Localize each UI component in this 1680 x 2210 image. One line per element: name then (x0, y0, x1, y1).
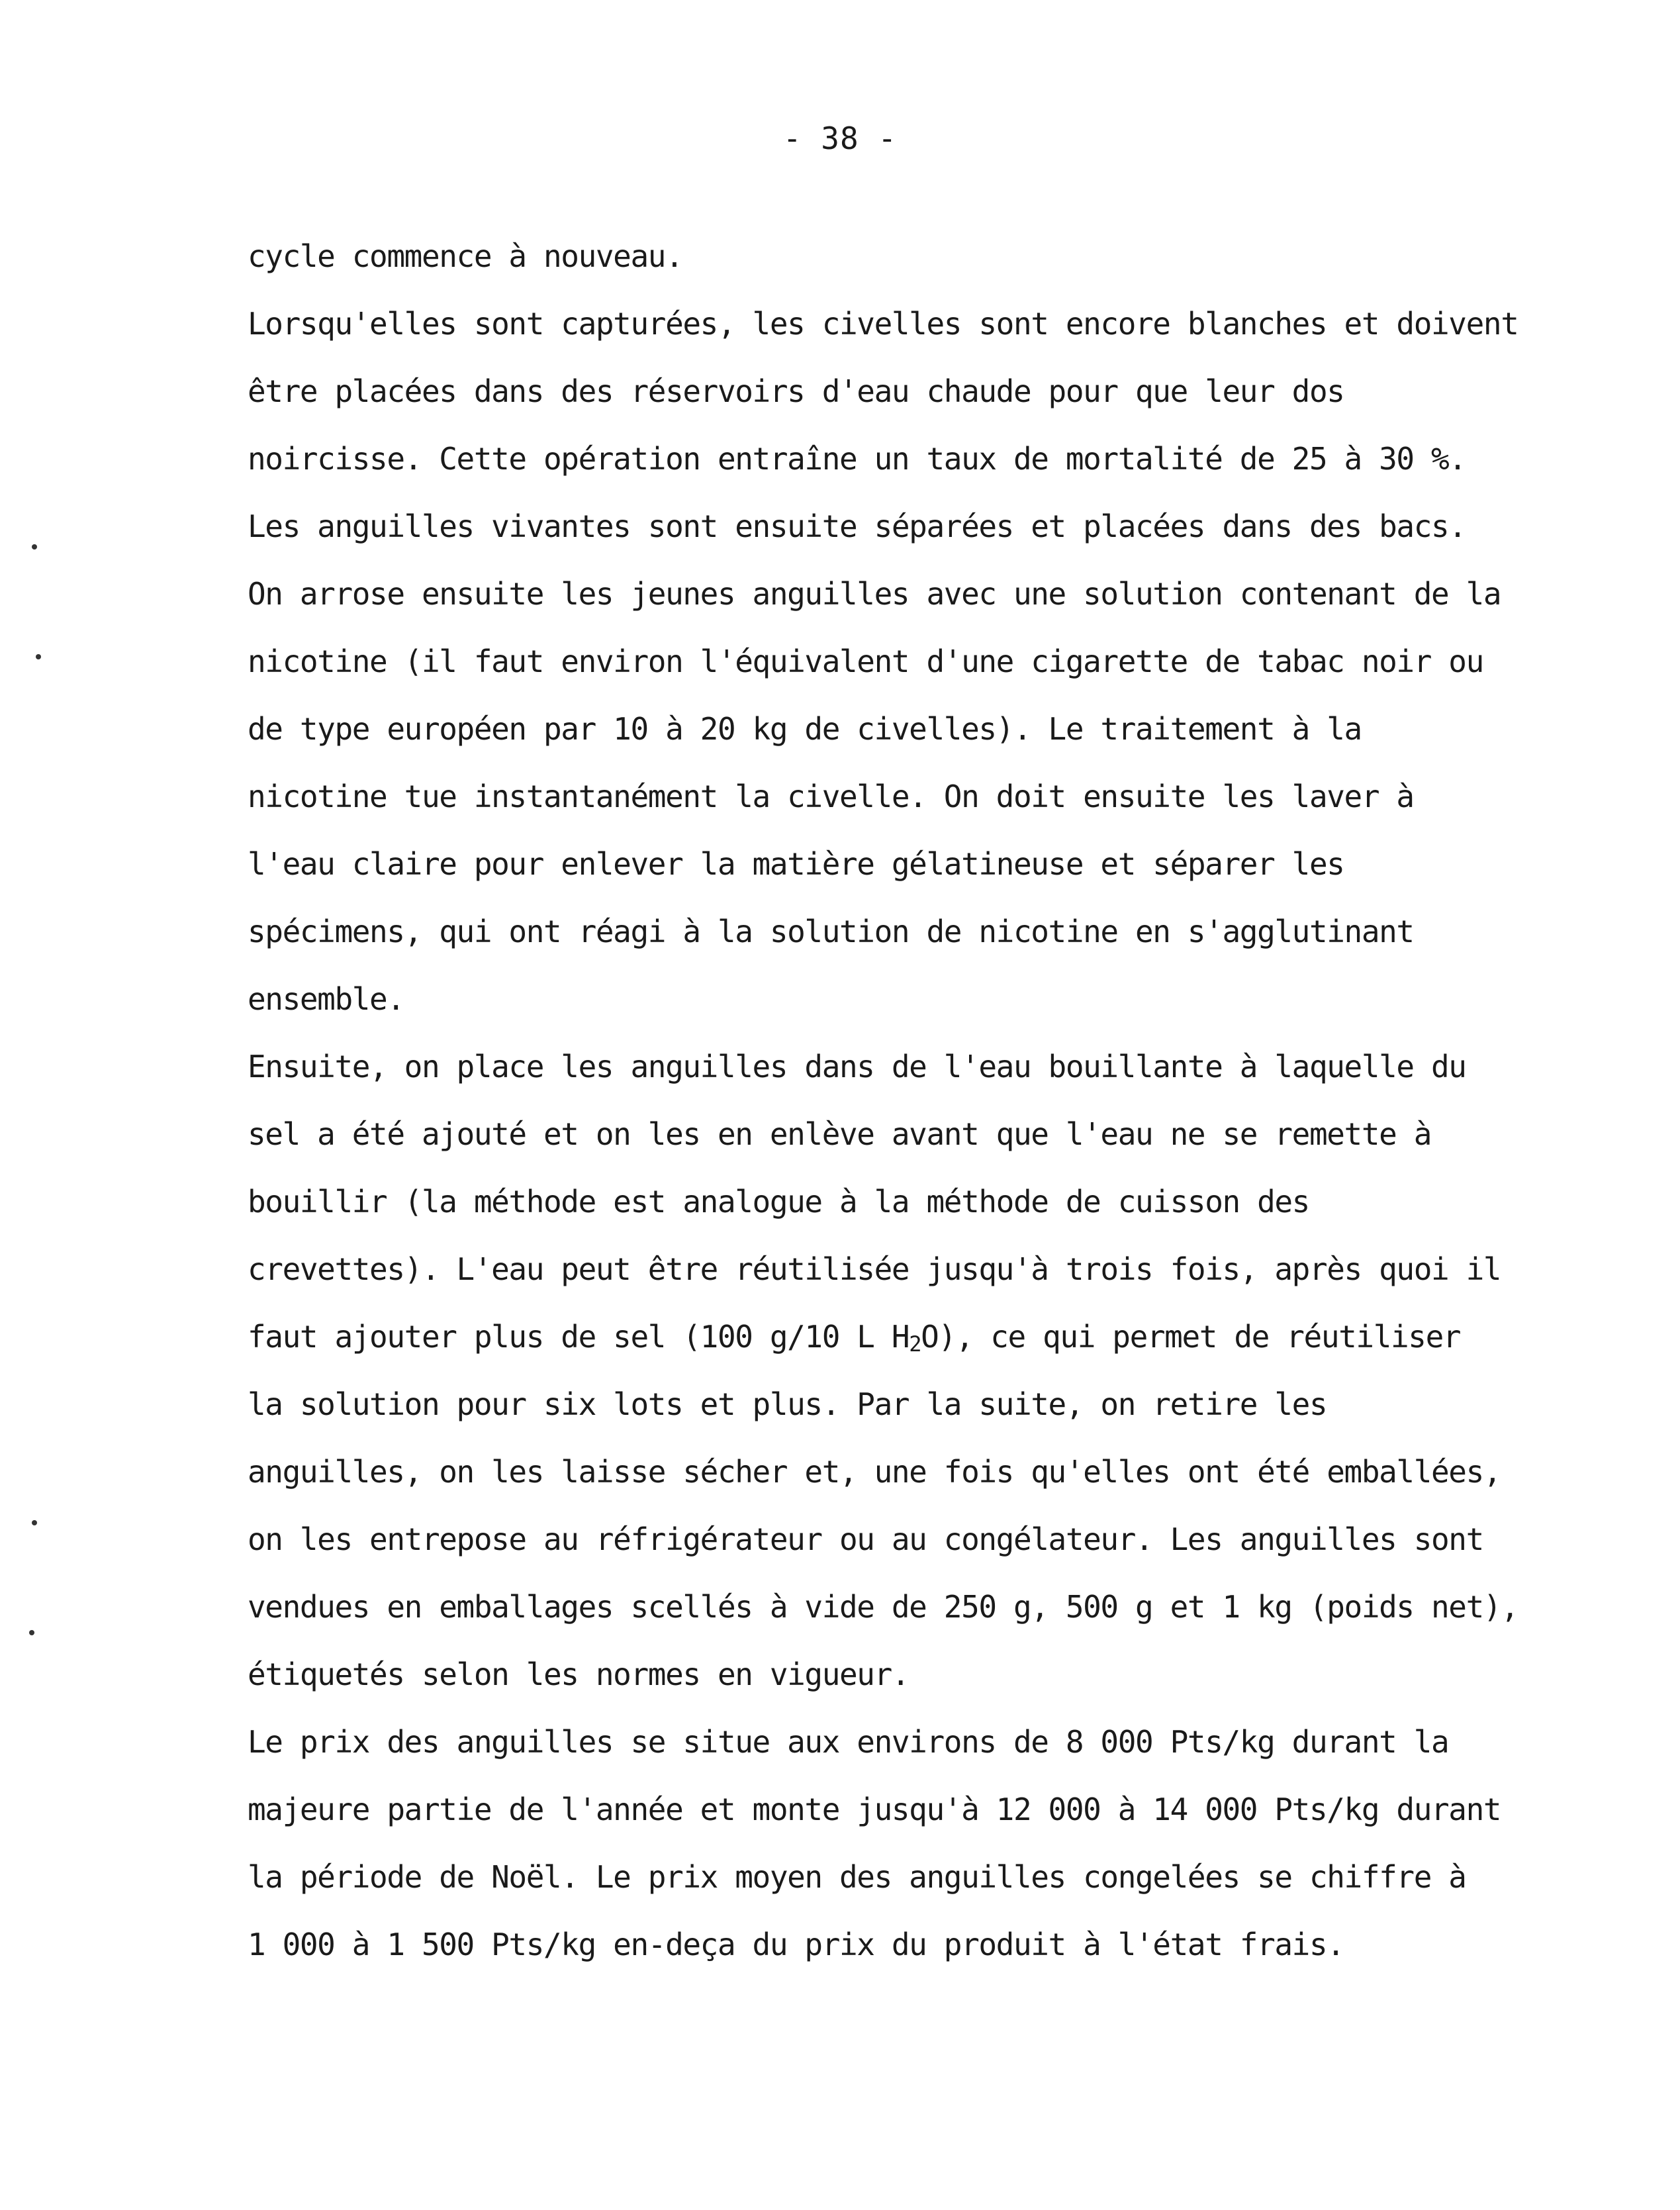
body-text (248, 222, 1532, 1978)
text-line: spécimens, qui ont réagi à la solution de nicotine en s'agglutinant (248, 914, 1414, 949)
text-line: cycle commence à nouveau. (248, 238, 683, 274)
text-line: nicotine tue instantanément la civelle. On doit ensuite les laver à (248, 779, 1414, 814)
text-line-h2o (248, 1303, 1532, 1370)
text-line: la solution pour six lots et plus. Par la suite, on retire les (248, 1386, 1327, 1422)
text-line: crevettes). L'eau peut être réutilisée jusqu'à trois fois, après quoi il (248, 1251, 1501, 1287)
page-number: - 38 - (782, 120, 898, 156)
text-line: Lorsqu'elles sont capturées, les civelles sont encore blanches et doivent (248, 306, 1518, 342)
h2o-line-before: faut ajouter plus de sel (100 g/10 L H (248, 1319, 910, 1355)
text-line: être placées dans des réservoirs d'eau chaude pour que leur dos (248, 373, 1344, 409)
text-line: majeure partie de l'année et monte jusqu'à 12 000 à 14 000 Pts/kg durant (248, 1792, 1501, 1827)
scan-speck (32, 544, 37, 550)
text-line: ensemble. (248, 981, 404, 1017)
text-line: la période de Noël. Le prix moyen des anguilles congelées se chiffre à (248, 1859, 1466, 1895)
text-line: l'eau claire pour enlever la matière gélatineuse et séparer les (248, 846, 1344, 882)
text-line: vendues en emballages scellés à vide de 250 g, 500 g et 1 kg (poids net), (248, 1589, 1518, 1625)
text-line: étiquetés selon les normes en vigueur. (248, 1657, 910, 1692)
text-line: sel a été ajouté et on les en enlève avant que l'eau ne se remette à (248, 1116, 1432, 1152)
h2o-line-after: O), ce qui permet de réutiliser (921, 1319, 1461, 1355)
text-line: de type européen par 10 à 20 kg de civelles). Le traitement à la (248, 711, 1362, 747)
scan-speck (29, 1630, 34, 1635)
text-line: Les anguilles vivantes sont ensuite séparées et placées dans des bacs. (248, 508, 1466, 544)
text-line: noircisse. Cette opération entraîne un taux de mortalité de 25 à 30 %. (248, 441, 1466, 477)
text-line: anguilles, on les laisse sécher et, une fois qu'elles ont été emballées, (248, 1454, 1501, 1490)
scan-speck (32, 1520, 37, 1525)
text-line: nicotine (il faut environ l'équivalent d'une cigarette de tabac noir ou (248, 644, 1483, 679)
text-line: 1 000 à 1 500 Pts/kg en-deça du prix du produit à l'état frais. (248, 1927, 1344, 1962)
h2o-subscript: 2 (909, 1331, 921, 1357)
text-line: Le prix des anguilles se situe aux environs de 8 000 Pts/kg durant la (248, 1724, 1449, 1760)
text-line: on les entrepose au réfrigérateur ou au congélateur. Les anguilles sont (248, 1521, 1483, 1557)
text-line: On arrose ensuite les jeunes anguilles avec une solution contenant de la (248, 576, 1501, 612)
text-line: Ensuite, on place les anguilles dans de l'eau bouillante à laquelle du (248, 1049, 1466, 1084)
scan-speck (36, 654, 41, 659)
text-line: bouillir (la méthode est analogue à la méthode de cuisson des (248, 1184, 1309, 1220)
